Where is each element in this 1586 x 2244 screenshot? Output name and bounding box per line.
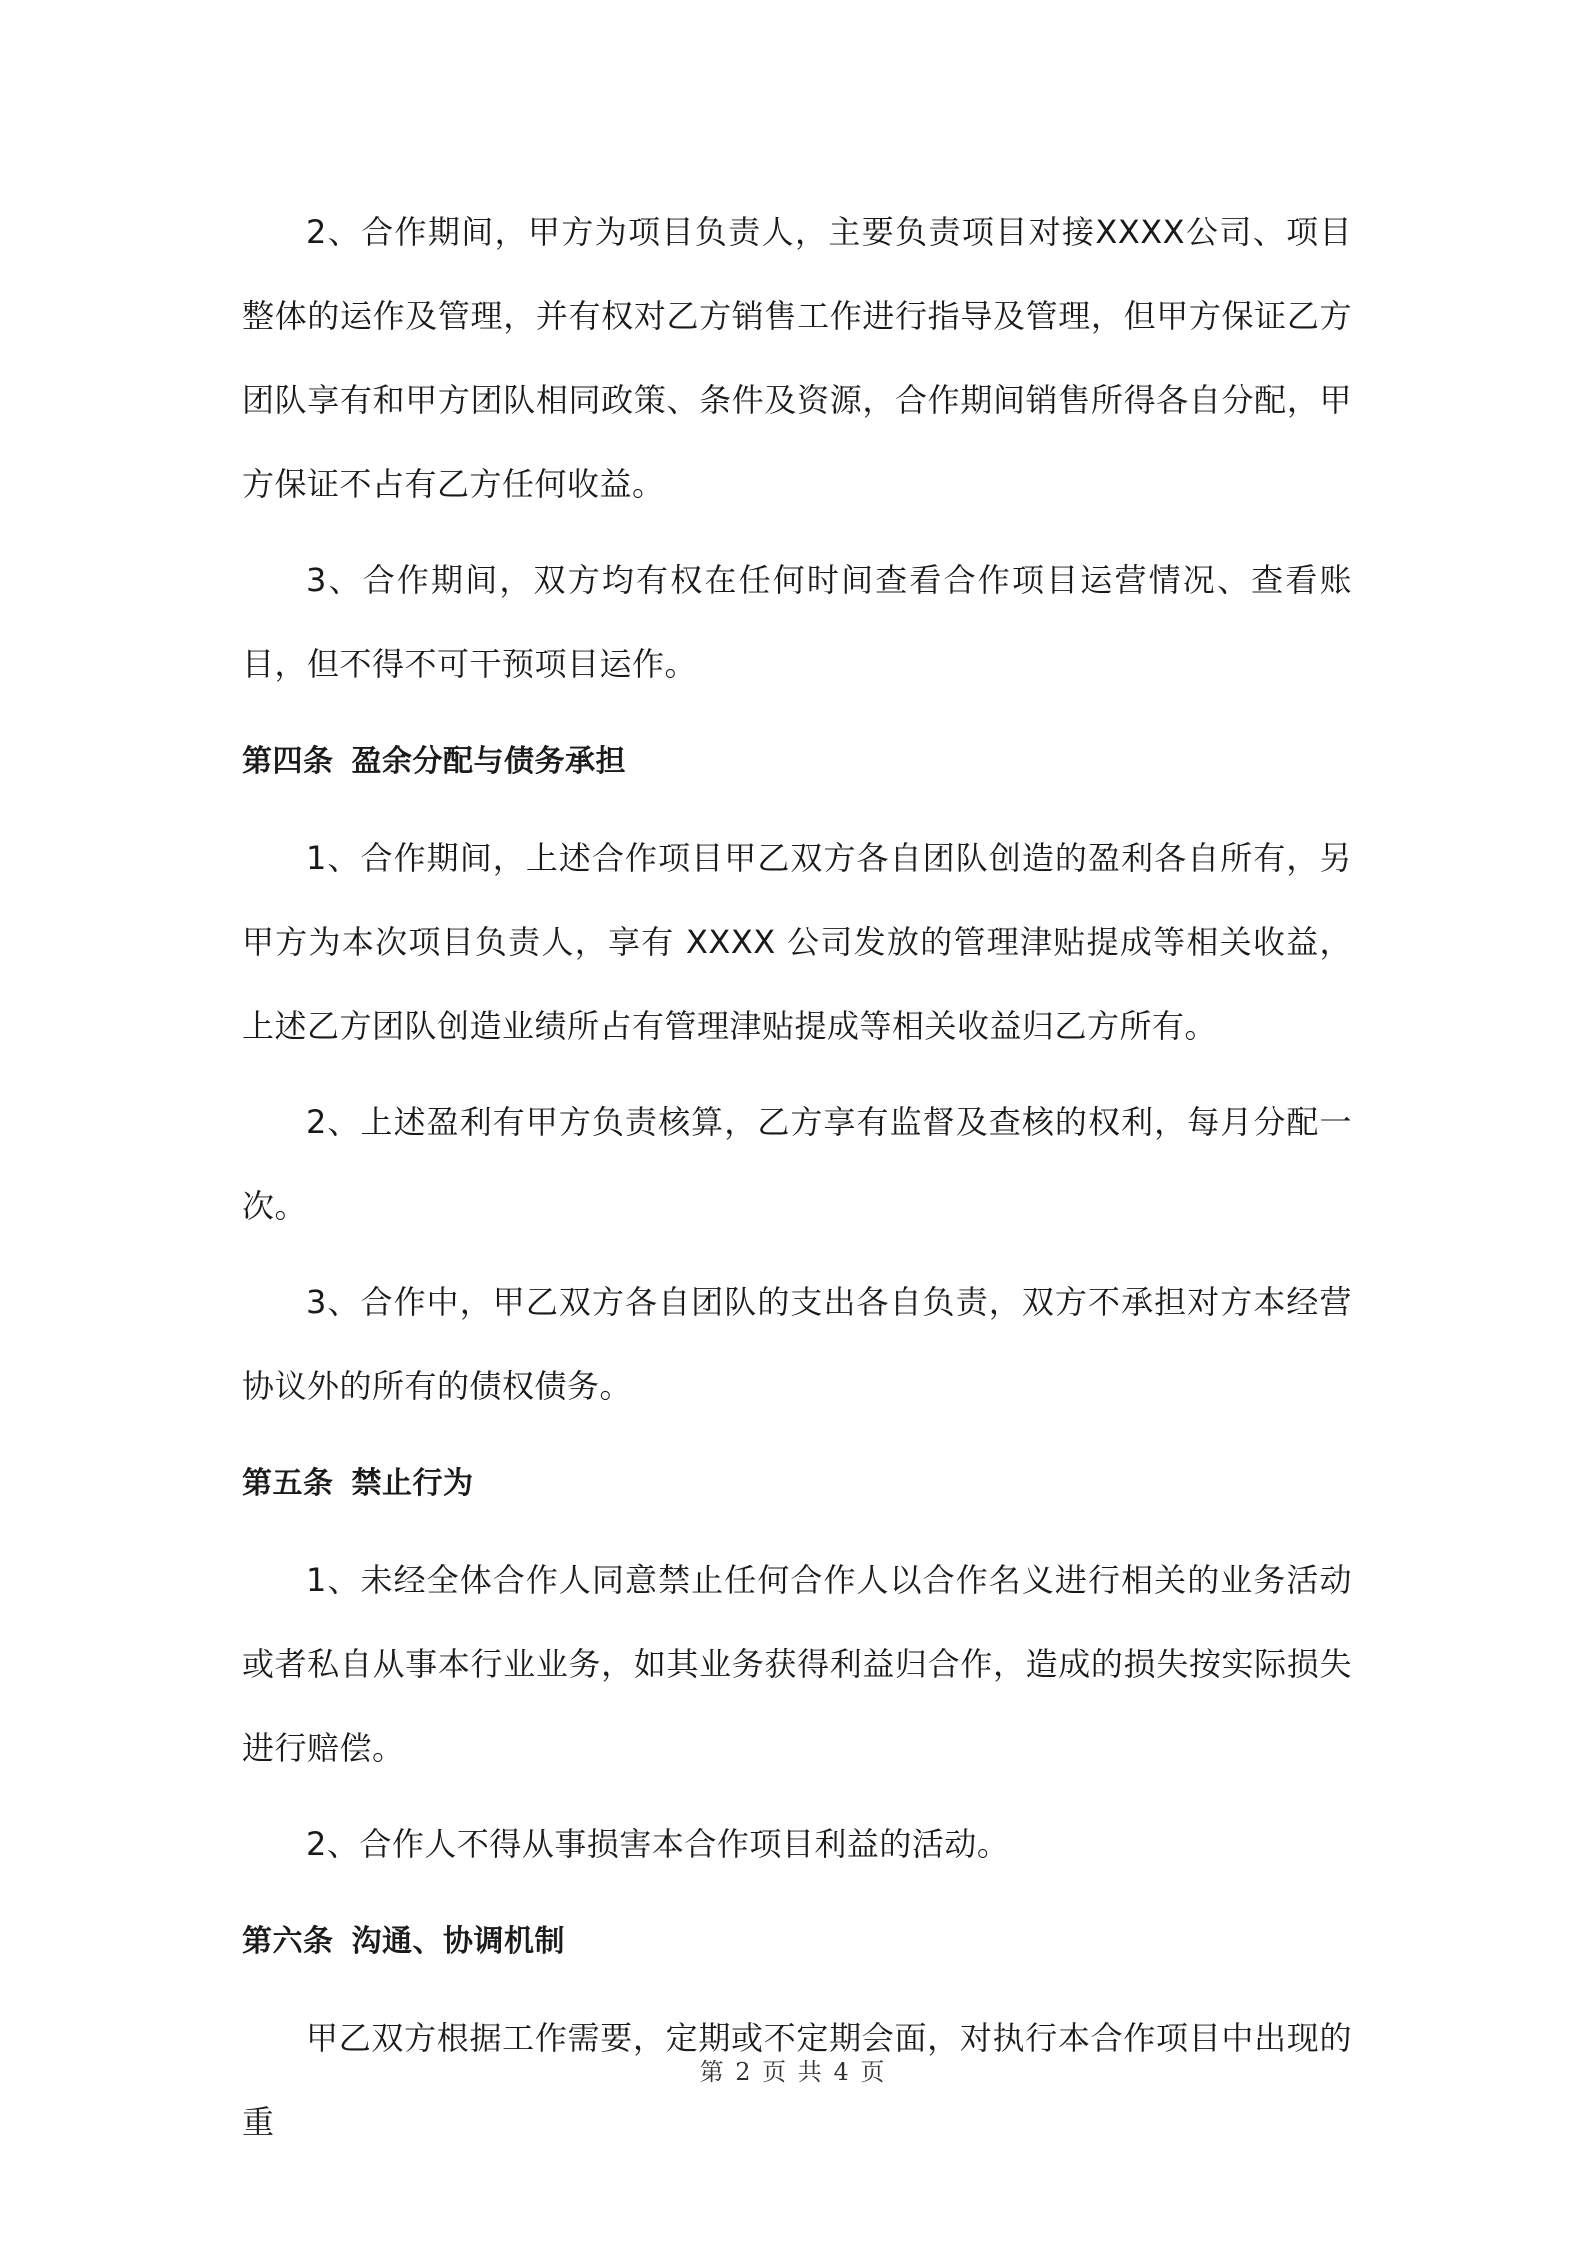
article-4-item-2: 2、上述盈利有甲方负责核算，乙方享有监督及查核的权利，每月分配一次。 <box>242 1103 1352 1225</box>
article-6-title: 沟通、协调机制 <box>351 1924 565 1959</box>
article-4-item-1: 1、合作期间，上述合作项目甲乙双方各自团队创造的盈利各自所有，另甲方为本次项目负责人，享有 XXXX 公司发放的管理津贴提成等相关收益，上述乙方团队创造业绩所占有管理津贴提成等相关收益归乙方所有。 <box>242 839 1352 1045</box>
article-5-label: 第五条 <box>242 1466 334 1501</box>
article-6-body: 甲乙双方根据工作需要，定期或不定期会面，对执行本合作项目中出现的重 <box>242 2019 1352 2141</box>
article-4-title: 盈余分配与债务承担 <box>351 744 626 779</box>
clause-3-item-2: 2、合作期间，甲方为项目负责人，主要负责项目对接XXXX公司、项目整体的运作及管理，并有权对乙方销售工作进行指导及管理，但甲方保证乙方团队享有和甲方团队相同政策、条件及资源，合作期间销售所得各自分配，甲方保证不占有乙方任何收益。 <box>242 213 1352 503</box>
page-number-footer: 第 2 页 共 4 页 <box>699 2058 887 2086</box>
article-5-item-2: 2、合作人不得从事损害本合作项目利益的活动。 <box>306 1825 1010 1863</box>
article-4-heading <box>242 720 1352 804</box>
article-4-item-3: 3、合作中，甲乙双方各自团队的支出各自负责，双方不承担对方本经营协议外的所有的债权债务。 <box>242 1283 1352 1405</box>
article-6-heading <box>242 1900 1352 1984</box>
article-5-item-1: 1、未经全体合作人同意禁止任何合作人以合作名义进行相关的业务活动或者私自从事本行业业务，如其业务获得利益归合作，造成的损失按实际损失进行赔偿。 <box>242 1561 1352 1767</box>
article-5-title: 禁止行为 <box>351 1466 474 1501</box>
article-4-label: 第四条 <box>242 744 334 779</box>
article-6-label: 第六条 <box>242 1924 334 1959</box>
article-5-heading <box>242 1442 1352 1526</box>
document-body <box>242 190 1352 2164</box>
clause-3-item-3: 3、合作期间，双方均有权在任何时间查看合作项目运营情况、查看账目，但不得不可干预项目运作。 <box>242 561 1352 683</box>
